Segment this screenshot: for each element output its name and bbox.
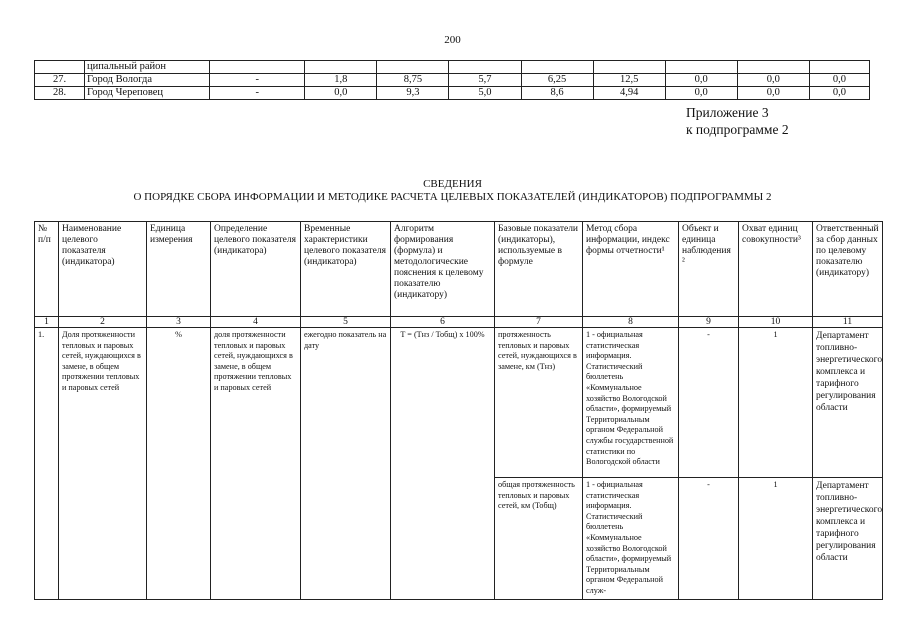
table-cell: 0,0	[809, 87, 869, 100]
indicator-name: Доля протяженности тепловых и паровых сетей, нуждающихся в замене, в общем протяжении тепловых и паровых сетей	[59, 328, 147, 600]
column-number: 7	[495, 317, 583, 328]
column-number: 9	[679, 317, 739, 328]
column-header: Метод сбора информации, индекс формы отчетности¹	[583, 222, 679, 317]
column-number: 10	[739, 317, 813, 328]
heading-line-2: О ПОРЯДКЕ СБОРА ИНФОРМАЦИИ И МЕТОДИКЕ РАСЧЕТА ЦЕЛЕВЫХ ПОКАЗАТЕЛЕЙ (ИНДИКАТОРОВ) ПОДПРОГРАММЫ 2	[133, 191, 772, 203]
column-header: Базовые показатели (индикаторы), используемые в формуле	[495, 222, 583, 317]
document-heading	[0, 178, 905, 204]
table-row	[35, 328, 883, 478]
table-cell: 0,0	[737, 87, 809, 100]
table-cell: 0,0	[809, 74, 869, 87]
table-cell: 0,0	[665, 74, 737, 87]
table-row	[35, 87, 870, 100]
table-cell: 8,75	[377, 74, 449, 87]
table-cell: 5,0	[449, 87, 521, 100]
table-cell: 28.	[35, 87, 85, 100]
heading-line-1: СВЕДЕНИЯ	[423, 178, 482, 190]
main-table	[34, 221, 883, 600]
coverage-cell: 1	[739, 328, 813, 478]
table-cell: 1,8	[305, 74, 377, 87]
method-cell: 1 - официальная статистическая информация. Статистический бюллетень «Коммунальное хозяйство Вологодской области», формируемый Территориальным органом Федеральной службы государственной статистики по Вологодской области	[583, 328, 679, 478]
table-cell: 0,0	[665, 87, 737, 100]
row-number: 1.	[35, 328, 59, 600]
responsible-cell: Департамент топливно-энергетического комплекса и тарифного регулирования области	[813, 328, 883, 478]
definition-cell: доля протяженности тепловых и паровых сетей, нуждающихся в замене, в общем протяжении тепловых и паровых сетей	[211, 328, 301, 600]
table-cell: 0,0	[737, 74, 809, 87]
unit-cell: %	[147, 328, 211, 600]
base-indicator-cell: протяженность тепловых и паровых сетей, нуждающихся в замене, км (Тнз)	[495, 328, 583, 478]
column-header: Наименование целевого показателя (индикатора)	[59, 222, 147, 317]
responsible-cell: Департамент топливно-энергетического комплекса и тарифного регулирования области	[813, 478, 883, 600]
base-indicator-cell: общая протяженность тепловых и паровых сетей, км (Тобщ)	[495, 478, 583, 600]
table-cell: Город Череповец	[85, 87, 210, 100]
table-cell: 27.	[35, 74, 85, 87]
timing-cell: ежегодно показатель на дату	[301, 328, 391, 600]
appendix-label	[686, 104, 789, 138]
column-number-row	[35, 317, 883, 328]
column-header: № п/п	[35, 222, 59, 317]
header-row	[35, 222, 883, 317]
appendix-line-2: к подпрограмме 2	[686, 122, 789, 137]
column-number: 11	[813, 317, 883, 328]
table-cell: -	[210, 87, 305, 100]
table-cell: 5,7	[449, 74, 521, 87]
table-cell: 6,25	[521, 74, 593, 87]
table-cell: ципальный район	[85, 61, 210, 74]
object-cell: -	[679, 328, 739, 478]
method-cell: 1 - официальная статистическая информация. Статистический бюллетень «Коммунальное хозяйство Вологодской области», формируемый Территориальным органом Федеральной служ-	[583, 478, 679, 600]
column-header: Объект и единица наблюдения ²	[679, 222, 739, 317]
object-cell: -	[679, 478, 739, 600]
column-header: Алгоритм формирования (формула) и методологические пояснения к целевому показателю (индикатору)	[391, 222, 495, 317]
column-header: Определение целевого показателя (индикатора)	[211, 222, 301, 317]
table-cell: -	[210, 74, 305, 87]
table-row	[35, 61, 870, 74]
column-header: Временные характеристики целевого показателя (индикатора)	[301, 222, 391, 317]
table-cell: Город Вологда	[85, 74, 210, 87]
column-number: 5	[301, 317, 391, 328]
table-cell: 12,5	[593, 74, 665, 87]
column-number: 3	[147, 317, 211, 328]
table-cell: 8,6	[521, 87, 593, 100]
table-cell: 0,0	[305, 87, 377, 100]
page-number: 200	[444, 34, 461, 46]
column-number: 4	[211, 317, 301, 328]
table-cell: 4,94	[593, 87, 665, 100]
column-number: 6	[391, 317, 495, 328]
column-header: Охват единиц совокупности³	[739, 222, 813, 317]
column-header: Ответственный за сбор данных по целевому показателю (индикатору)	[813, 222, 883, 317]
formula-cell: T = (Тнз / Тобщ) x 100%	[391, 328, 495, 600]
column-number: 1	[35, 317, 59, 328]
column-number: 2	[59, 317, 147, 328]
coverage-cell: 1	[739, 478, 813, 600]
table-cell: 9,3	[377, 87, 449, 100]
top-table	[34, 60, 870, 100]
table-row	[35, 74, 870, 87]
appendix-line-1: Приложение 3	[686, 105, 769, 120]
column-number: 8	[583, 317, 679, 328]
column-header: Единица измерения	[147, 222, 211, 317]
